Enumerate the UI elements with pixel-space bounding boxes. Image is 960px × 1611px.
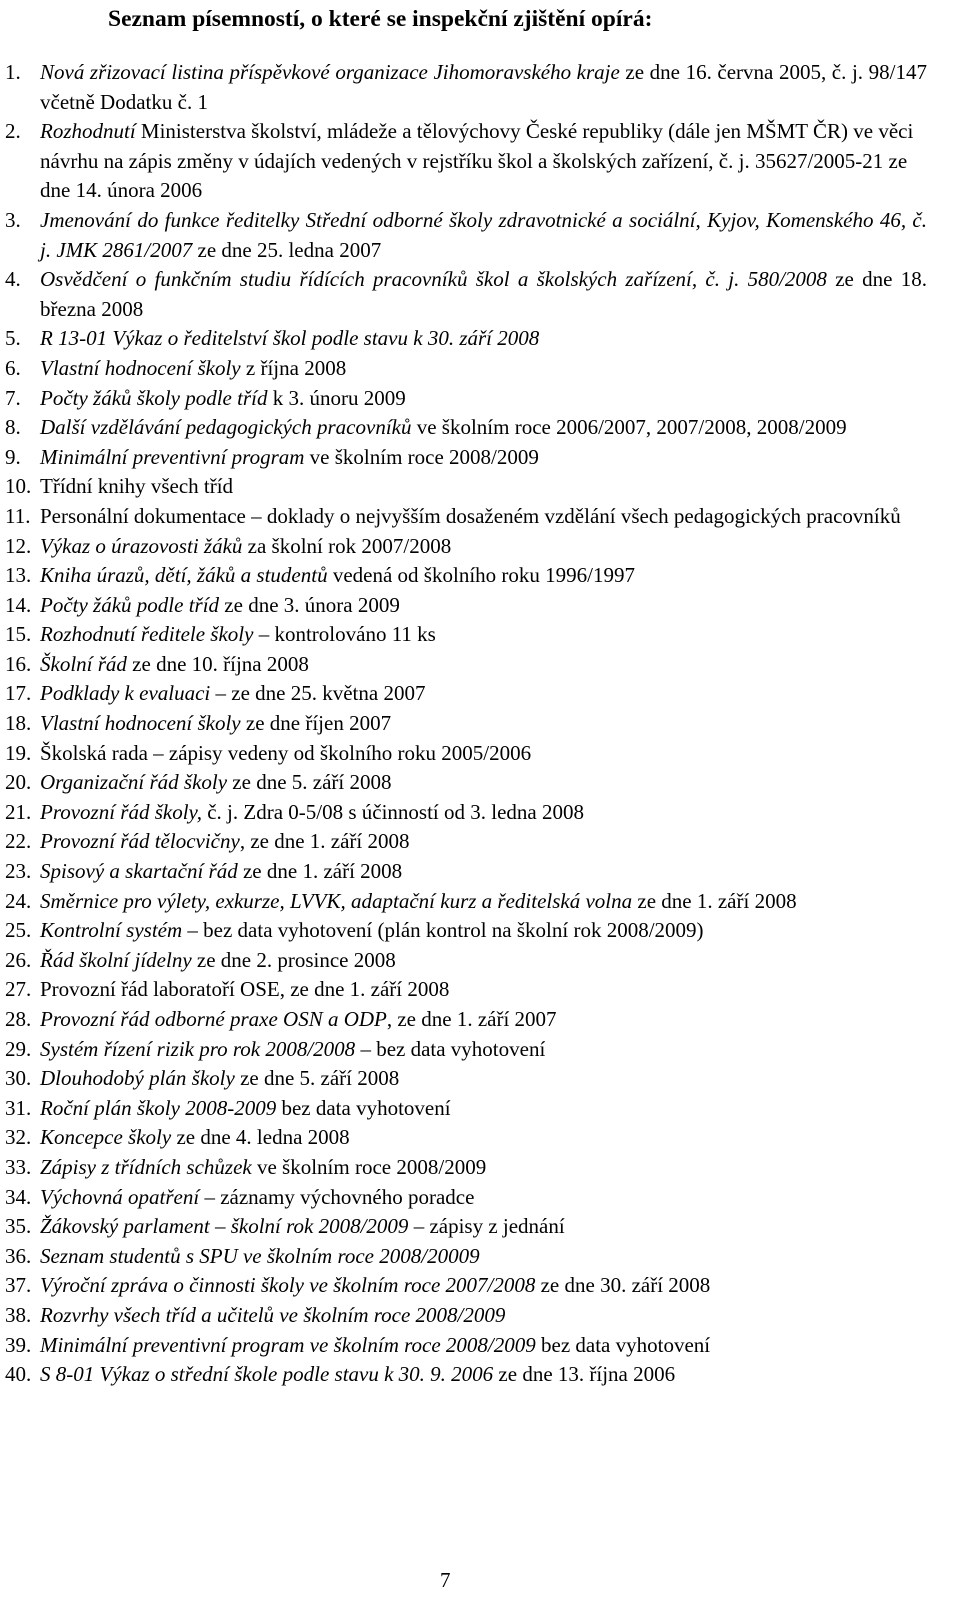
list-item bbox=[0, 591, 960, 621]
document-title-italic: Provozní řád odborné praxe OSN a ODP bbox=[40, 1007, 387, 1031]
list-item-number: 10. bbox=[5, 474, 32, 499]
plain-text: Školská rada – zápisy vedeny od školního roku 2005/2006 bbox=[40, 740, 532, 765]
plain-text: za školní rok 2007/2008 bbox=[242, 533, 452, 558]
document-title-italic: Spisový a skartační řád bbox=[40, 859, 238, 884]
plain-text: ze dne říjen 2007 bbox=[240, 711, 392, 736]
document-title-italic: Minimální preventivní program bbox=[40, 444, 305, 469]
list-item-number: 23. bbox=[5, 859, 32, 884]
list-item bbox=[0, 1301, 960, 1331]
list-item-text bbox=[40, 1153, 927, 1183]
document-title-italic: Výroční zpráva o činnosti školy ve školním roce 2007/2008 bbox=[40, 1273, 536, 1298]
list-item-number: 7. bbox=[5, 385, 21, 410]
plain-text: z října 2008 bbox=[240, 355, 347, 380]
list-item-number: 39. bbox=[5, 1332, 32, 1357]
plain-text: vedená od školního roku 1996/1997 bbox=[327, 563, 635, 588]
list-item-number: 34. bbox=[5, 1184, 32, 1209]
plain-text: Personální dokumentace – doklady o nejvyšším dosaženém vzdělání všech pedagogických pracovníků bbox=[40, 503, 901, 528]
document-title-italic: Výchovná opatření bbox=[40, 1184, 200, 1209]
document-title-italic: Kontrolní systém bbox=[40, 918, 183, 943]
list-item bbox=[0, 1360, 960, 1390]
plain-text: – zápisy z jednání bbox=[408, 1214, 565, 1239]
list-item-text bbox=[40, 1123, 927, 1153]
list-item-text bbox=[40, 354, 927, 384]
list-item-text bbox=[40, 1212, 927, 1242]
document-title-italic: Rozhodnutí bbox=[40, 119, 136, 144]
document-title-italic: Kniha úrazů, dětí, žáků a studentů bbox=[40, 563, 328, 588]
list-item bbox=[0, 887, 960, 917]
list-item-text bbox=[40, 709, 927, 739]
document-title-italic: Rozhodnutí ředitele školy bbox=[40, 622, 254, 647]
list-item-text bbox=[40, 650, 927, 680]
list-item-number: 19. bbox=[5, 740, 32, 765]
plain-text: ze dne 5. září 2008 bbox=[227, 770, 392, 795]
plain-text: ze dne 30. září 2008 bbox=[535, 1273, 711, 1298]
plain-text: bez data vyhotovení bbox=[276, 1095, 451, 1120]
list-item-number: 9. bbox=[5, 444, 21, 469]
list-item-text bbox=[40, 887, 927, 917]
list-item-number: 20. bbox=[5, 770, 32, 795]
list-item-number: 11. bbox=[5, 503, 31, 528]
list-item-text bbox=[40, 1301, 927, 1331]
list-item-text bbox=[40, 827, 927, 857]
list-item bbox=[0, 1153, 960, 1183]
list-item bbox=[0, 1183, 960, 1213]
list-item-text bbox=[40, 1064, 927, 1094]
document-title-italic: Jmenování do funkce ředitelky Střední odborné školy zdravotnické a sociální, Kyjov, Komenského 46, č. j. JMK 2861/2007 bbox=[40, 207, 927, 262]
list-item-text bbox=[40, 1005, 927, 1035]
document-title-italic: Rozvrhy všech tříd a učitelů ve školním roce 2008/2009 bbox=[40, 1302, 506, 1327]
list-item-number: 15. bbox=[5, 622, 32, 647]
plain-text: ve školním roce 2006/2007, 2007/2008, 2008/2009 bbox=[411, 415, 847, 440]
list-item-number: 18. bbox=[5, 711, 32, 736]
plain-text: ze dne 18. března 2008 bbox=[40, 267, 927, 321]
plain-text: k 3. únoru 2009 bbox=[267, 385, 406, 410]
list-item bbox=[0, 1271, 960, 1301]
list-item-text bbox=[40, 1360, 927, 1390]
list-item-number: 4. bbox=[5, 267, 21, 292]
document-title-italic: Seznam studentů s SPU ve školním roce 2008/20009 bbox=[40, 1243, 480, 1268]
plain-text: ze dne 25. ledna 2007 bbox=[192, 237, 382, 262]
list-item bbox=[0, 472, 960, 502]
document-title: Seznam písemností, o které se inspekční zjištění opírá: bbox=[108, 6, 653, 32]
list-item-number: 2. bbox=[5, 119, 21, 144]
document-list bbox=[0, 58, 960, 1390]
list-item bbox=[0, 532, 960, 562]
document-title-italic: S 8-01 Výkaz o střední škole podle stavu k 30. 9. 2006 bbox=[40, 1362, 494, 1387]
list-item-text bbox=[40, 857, 927, 887]
plain-text: ze dne 16. června 2005, č. j. 98/147 včetně Dodatku č. 1 bbox=[40, 60, 927, 114]
list-item bbox=[0, 1212, 960, 1242]
list-item bbox=[0, 827, 960, 857]
list-item bbox=[0, 798, 960, 828]
list-item-text bbox=[40, 324, 927, 354]
plain-text: ze dne 5. září 2008 bbox=[234, 1066, 400, 1091]
list-item-number: 40. bbox=[5, 1362, 32, 1387]
document-title-italic: Nová zřizovací listina příspěvkové organizace Jihomoravského kraje bbox=[40, 60, 620, 84]
document-title-italic: Provozní řád tělocvičny bbox=[40, 829, 240, 854]
list-item bbox=[0, 443, 960, 473]
document-title-italic: Organizační řád školy bbox=[40, 770, 228, 795]
document-title-italic: Provozní řád školy, bbox=[40, 799, 202, 824]
list-item bbox=[0, 857, 960, 887]
plain-text: ze dne 13. října 2006 bbox=[493, 1362, 676, 1387]
list-item-text bbox=[40, 1271, 927, 1301]
list-item bbox=[0, 916, 960, 946]
list-item bbox=[0, 1242, 960, 1272]
list-item-text bbox=[40, 975, 927, 1005]
list-item-number: 16. bbox=[5, 651, 32, 676]
document-title-italic: Školní řád bbox=[40, 651, 127, 676]
document-title-italic: Systém řízení rizik pro rok 2008/2008 bbox=[40, 1036, 356, 1061]
list-item-text bbox=[40, 384, 927, 414]
list-item bbox=[0, 709, 960, 739]
list-item bbox=[0, 206, 960, 265]
list-item-text bbox=[40, 117, 927, 206]
list-item bbox=[0, 1094, 960, 1124]
document-title-italic: Směrnice pro výlety, exkurze, LVVK, adaptační kurz a ředitelská volna bbox=[40, 888, 633, 913]
list-item bbox=[0, 502, 960, 532]
list-item-number: 32. bbox=[5, 1125, 32, 1150]
list-item-text bbox=[40, 1331, 927, 1361]
list-item-number: 28. bbox=[5, 1007, 32, 1031]
list-item-text bbox=[40, 1035, 927, 1065]
list-item-number: 24. bbox=[5, 888, 32, 913]
document-title-italic: Řád školní jídelny bbox=[40, 947, 192, 972]
document-title-italic: Výkaz o úrazovosti žáků bbox=[40, 533, 243, 558]
list-item bbox=[0, 413, 960, 443]
list-item-text bbox=[40, 620, 927, 650]
document-title-italic: R 13-01 Výkaz o ředitelství škol podle stavu k 30. září 2008 bbox=[40, 326, 540, 351]
list-item-text bbox=[40, 946, 927, 976]
list-item-number: 17. bbox=[5, 681, 32, 706]
list-item-text bbox=[40, 798, 927, 828]
document-title-italic: Koncepce školy bbox=[40, 1125, 172, 1150]
list-item-text bbox=[40, 591, 927, 621]
list-item-number: 25. bbox=[5, 918, 32, 943]
list-item bbox=[0, 324, 960, 354]
document-title-italic: Minimální preventivní program ve školním roce 2008/2009 bbox=[40, 1332, 536, 1357]
page-number: 7 bbox=[440, 1568, 451, 1592]
list-item bbox=[0, 679, 960, 709]
list-item-text bbox=[40, 58, 927, 117]
list-item-number: 38. bbox=[5, 1302, 32, 1327]
list-item-number: 21. bbox=[5, 799, 32, 824]
plain-text: , ze dne 1. září 2007 bbox=[386, 1007, 557, 1031]
list-item-text bbox=[40, 739, 927, 769]
list-item bbox=[0, 650, 960, 680]
list-item-number: 30. bbox=[5, 1066, 32, 1091]
list-item-number: 27. bbox=[5, 977, 32, 1002]
plain-text: ze dne 1. září 2008 bbox=[632, 888, 797, 913]
document-title-italic: Žákovský parlament – školní rok 2008/2009 bbox=[40, 1214, 409, 1239]
list-item-number: 33. bbox=[5, 1154, 32, 1179]
list-item-number: 31. bbox=[5, 1095, 32, 1120]
list-item bbox=[0, 1005, 960, 1035]
list-item-text bbox=[40, 413, 927, 443]
list-item-number: 29. bbox=[5, 1036, 32, 1061]
list-item-number: 37. bbox=[5, 1273, 32, 1298]
plain-text: Provozní řád laboratoří OSE, ze dne 1. září 2008 bbox=[40, 977, 450, 1002]
list-item-text bbox=[40, 1242, 927, 1272]
list-item bbox=[0, 265, 960, 324]
list-item bbox=[0, 561, 960, 591]
plain-text: ze dne 1. září 2008 bbox=[237, 859, 403, 884]
plain-text: , ze dne 1. září 2008 bbox=[239, 829, 410, 854]
document-title-italic: Dlouhodobý plán školy bbox=[40, 1066, 235, 1091]
list-item bbox=[0, 946, 960, 976]
document-title-italic: Počty žáků školy podle tříd bbox=[40, 385, 268, 410]
list-item bbox=[0, 768, 960, 798]
list-item bbox=[0, 975, 960, 1005]
plain-text: – bez data vyhotovení (plán kontrol na školní rok 2008/2009) bbox=[182, 918, 704, 943]
list-item-number: 8. bbox=[5, 415, 21, 440]
plain-text: – bez data vyhotovení bbox=[355, 1036, 546, 1061]
plain-text: Ministerstva školství, mládeže a tělovýchovy České republiky (dále jen MŠMT ČR) ve věci návrhu na zápis změny v údajích vedených v rejstříku škol a školských zařízení, č. j. 35627/2005-21 ze dne 14. února 2006 bbox=[40, 119, 914, 203]
plain-text: – kontrolováno 11 ks bbox=[253, 622, 436, 647]
list-item-text bbox=[40, 1183, 927, 1213]
list-item-text bbox=[40, 443, 927, 473]
document-title-italic: Vlastní hodnocení školy bbox=[40, 355, 241, 380]
list-item-text bbox=[40, 502, 927, 532]
list-item-number: 35. bbox=[5, 1214, 32, 1239]
list-item bbox=[0, 739, 960, 769]
plain-text: ve školním roce 2008/2009 bbox=[304, 444, 539, 469]
list-item-text bbox=[40, 679, 927, 709]
document-title-italic: Další vzdělávání pedagogických pracovníků bbox=[40, 415, 412, 440]
list-item-text bbox=[40, 561, 927, 591]
plain-text: ze dne 2. prosince 2008 bbox=[191, 947, 396, 972]
list-item-text bbox=[40, 265, 927, 324]
list-item bbox=[0, 58, 960, 117]
document-title-italic: Osvědčení o funkčním studiu řídících pracovníků škol a školských zařízení, č. j. 580/2008 bbox=[40, 267, 827, 292]
list-item-number: 22. bbox=[5, 829, 32, 854]
plain-text: č. j. Zdra 0-5/08 s účinností od 3. ledna 2008 bbox=[201, 799, 584, 824]
list-item-number: 26. bbox=[5, 947, 32, 972]
list-item-number: 13. bbox=[5, 563, 32, 588]
list-item-text bbox=[40, 916, 927, 946]
list-item bbox=[0, 1035, 960, 1065]
list-item-number: 14. bbox=[5, 592, 32, 617]
list-item bbox=[0, 1331, 960, 1361]
list-item bbox=[0, 1064, 960, 1094]
document-title-italic: Roční plán školy 2008-2009 bbox=[40, 1095, 277, 1120]
list-item-number: 5. bbox=[5, 326, 21, 351]
plain-text: ze dne 3. února 2009 bbox=[219, 592, 400, 617]
list-item bbox=[0, 620, 960, 650]
plain-text: ze dne 10. října 2008 bbox=[126, 651, 309, 676]
document-title-italic: Vlastní hodnocení školy bbox=[40, 711, 241, 736]
list-item-number: 36. bbox=[5, 1243, 32, 1268]
plain-text: ve školním roce 2008/2009 bbox=[251, 1154, 487, 1179]
list-item-number: 12. bbox=[5, 533, 32, 558]
list-item bbox=[0, 117, 960, 206]
list-item bbox=[0, 1123, 960, 1153]
list-item-text bbox=[40, 532, 927, 562]
plain-text: ze dne 4. ledna 2008 bbox=[171, 1125, 350, 1150]
list-item-text bbox=[40, 206, 927, 265]
plain-text: bez data vyhotovení bbox=[535, 1332, 711, 1357]
list-item-text bbox=[40, 1094, 927, 1124]
list-item-number: 3. bbox=[5, 207, 21, 232]
document-title-italic: Podklady k evaluaci bbox=[40, 681, 211, 706]
list-item bbox=[0, 384, 960, 414]
list-item bbox=[0, 354, 960, 384]
plain-text: Třídní knihy všech tříd bbox=[40, 474, 234, 499]
list-item-text bbox=[40, 472, 927, 502]
list-item-text bbox=[40, 768, 927, 798]
document-title-italic: Zápisy z třídních schůzek bbox=[40, 1154, 252, 1179]
plain-text: – záznamy výchovného poradce bbox=[199, 1184, 475, 1209]
list-item-number: 6. bbox=[5, 355, 21, 380]
plain-text: – ze dne 25. května 2007 bbox=[210, 681, 426, 706]
list-item-number: 1. bbox=[5, 60, 21, 84]
document-title-italic: Počty žáků podle tříd bbox=[40, 592, 220, 617]
